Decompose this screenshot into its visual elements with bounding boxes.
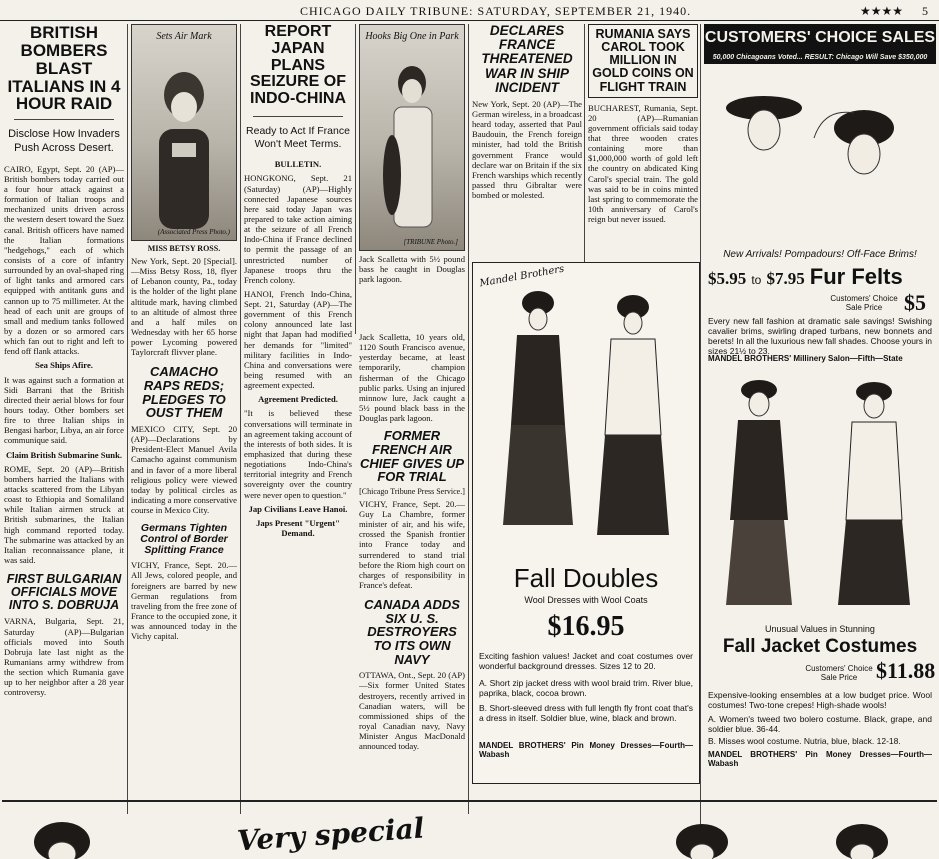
headline-camacho: CAMACHO RAPS REDS; PLEDGES TO OUST THEM	[142, 364, 226, 421]
paper-dateline: CHICAGO DAILY TRIBUNE: SATURDAY, SEPTEMBER 21, 1940.	[300, 4, 692, 18]
edition-stars: ★★★★	[860, 4, 904, 18]
photo-caption: MISS BETSY ROSS.	[147, 244, 221, 253]
article-body: VICHY, France, Sept. 20.—All Jews, colored people, and foreigners are barred by new German regulations from traveling from the free zone of France to the occupied zone, it was announced today in the Vichy capital.	[131, 560, 237, 642]
bottom-ad-illustration	[2, 802, 937, 859]
price-to: $7.95	[766, 269, 805, 288]
hat-models-illustration	[704, 68, 936, 248]
masthead	[0, 0, 939, 21]
byline: [Chicago Tribune Press Service.]	[359, 486, 465, 496]
photo-title: Sets Air Mark	[156, 31, 212, 42]
crosshead: Agreement Predicted.	[258, 394, 338, 405]
ad-item-b: B. Short-sleeved dress with full length fly front coat that's a dress in itself. Soldier blue, wine, black and brown.	[479, 703, 693, 724]
ad-body: Every new fall fashion at dramatic sale savings! Swishing cavalier brims, swirling draped turbans, new bonnets and berets! In all the luxurious new fall shades. Choose yours in sizes 21½ to 23.	[708, 316, 932, 357]
price-from: $5.95	[708, 269, 747, 288]
crosshead: BULLETIN.	[274, 159, 322, 170]
ad-banner-sub: 50,000 Chicagoans Voted... RESULT: Chicago Will Save $350,000	[704, 52, 936, 64]
ad-item-a: A. Women's tweed two bolero costume. Black, grape, and soldier blue. 36-44.	[708, 714, 932, 735]
ad-price-range	[708, 264, 903, 290]
product-name: Fur Felts	[809, 264, 903, 289]
jacket-costume-illustration	[704, 370, 936, 615]
article-body: New York, Sept. 20 [Special].—Miss Betsy Ross, 18, flyer of Lebanon county, Pa., today is the holder of the light plane altitude mark, having climbed to an altitude of almost three and a half miles on Wednesday with her 65 horse power Lycoming powered Taylorcraft flivver plane.	[131, 256, 237, 358]
column-sets-air-mark	[131, 24, 237, 814]
column-french-canada	[359, 332, 465, 802]
ad-item-a: A. Short zip jacket dress with wool braid trim. River blue, paprika, black, cocoa brown.	[479, 678, 693, 699]
aviator-silhouette	[132, 25, 236, 240]
photo-betsy-ross	[131, 24, 237, 241]
subhead-ready-to-act: Ready to Act If France Won't Meet Terms.	[246, 124, 350, 151]
article-body: ROME, Sept. 20 (AP)—British bombers harried the Italians with attacks scattered from the Libyan coast to Ethiopia and Somaliland while Italian airmen struck at British submarines, the Italian high command reported today. The submarine was attacked by an Italian reconnaissance plane, it was said.	[4, 463, 124, 565]
column-rule	[700, 24, 701, 844]
article-body: New York, Sept. 20 (AP)—The German wireless, in a broadcast heard today, asserted that Paul Baudouin, the French foreign minister, had told the British government France would declare war on Britain if the six French warships which recently passed thru Gibraltar were bombed or molested.	[472, 98, 582, 201]
ad-banner: CUSTOMERS' CHOICE SALES	[704, 24, 936, 52]
ad-fall-doubles	[472, 262, 700, 784]
price-to-label: to	[751, 273, 762, 287]
column-rule	[240, 24, 241, 814]
ad-footer-2: MANDEL BROTHERS' Pin Money Dresses—Fourth—Wabash	[708, 750, 932, 769]
article-body: HONGKONG, Sept. 21 (Saturday) (AP)—Highly connected Japanese sources here said today Japan was prepared to take action aiming at the seizure of all French Indo-China if France declined to permit the passage of an unrestricted number of Japanese troops thru the French colony.	[244, 173, 352, 285]
headline-bulgarian-officials: FIRST BULGARIAN OFFICIALS MOVE INTO S. DOBRUJA	[6, 572, 122, 613]
ad-customers-choice	[704, 24, 936, 824]
headline-air-chief: FORMER FRENCH AIR CHIEF GIVES UP FOR TRIAL	[359, 428, 465, 485]
article-body: OTTAWA, Ont., Sept. 20 (AP)—Six former United States destroyers, recently arrived in Canadian waters, will be commissioned ships of the royal Canadian navy, Navy Minister Angus MacDonald announced today.	[359, 670, 465, 752]
headline-germans-border: Germans Tighten Control of Border Splitting France	[140, 522, 228, 557]
headline-british-bombers: BRITISH BOMBERS BLAST ITALIANS IN 4 HOUR RAID	[7, 24, 121, 114]
ad-title: Fall Doubles	[513, 563, 659, 593]
headline-box	[588, 24, 698, 98]
sale-badge-2: Customers' Choice Sale Price	[805, 664, 873, 682]
values-label: Unusual Values in Stunning	[765, 624, 875, 634]
sale-badge-price: $5	[904, 290, 926, 315]
article-body: HANOI, French Indo-China, Sept. 21, Saturday (AP)—The government of this French colony announced late last night that Japan had modified her demands for "limited" military facilities in Indo-China and conversations were being resumed with an agreement expected.	[244, 288, 352, 391]
photo-fisherman	[359, 24, 465, 251]
subhead-invaders: Disclose How Invaders Push Across Desert.	[8, 128, 120, 154]
headline-canada-destroyers: CANADA ADDS SIX U. S. DESTROYERS TO ITS OWN NAVY	[364, 597, 460, 667]
boy-with-fish	[360, 25, 464, 250]
column-rumania-carol	[588, 24, 698, 279]
ad-footer: MANDEL BROTHERS' Millinery Salon—Fifth—State	[708, 354, 903, 363]
column-rule	[468, 24, 469, 814]
divider	[14, 119, 114, 120]
ad-body-2: Expensive-looking ensembles at a low budget price. Wool costumes! Two-tone crepes! High-shade wools!	[708, 690, 932, 711]
article-body: VARNA, Bulgaria, Sept. 21, Saturday (AP)—Bulgarian officials moved into South Dobruja late last night as the Rumanians army withdrew from the section which Rumania gave up to her neighbor after a 28 year controversy.	[4, 616, 124, 698]
ad-body: Exciting fashion values! Jacket and coat costumes over wonderful background dresses. Sizes 12 to 20.	[479, 651, 693, 672]
sale-badge: Customers' Choice Sale Price	[830, 294, 898, 312]
fashion-illustration	[473, 285, 699, 555]
column-japan-indochina	[244, 24, 352, 814]
headline-france-threatened: DECLARES FRANCE THREATENED WAR IN SHIP INCIDENT	[481, 24, 573, 95]
ad-footer: MANDEL BROTHERS' Pin Money Dresses—Fourth—Wabash	[479, 741, 693, 760]
ad-bottom-strip	[2, 800, 937, 859]
column-france-war	[472, 24, 582, 279]
bottom-ad-script: Very special	[236, 811, 426, 858]
article-body: Jack Scalletta, 10 years old, 1120 South Francisco avenue, yesterday became, at least temporarily, champion fisherman of the Chicago public parks. Using an injured minnow lure, Jack caught a 5½ pound black bass in the Douglas park lagoon.	[359, 332, 465, 424]
article-body: BUCHAREST, Rumania, Sept. 20 (AP)—Rumanian government officials said today that three wooden crates containing more than $1,000,000 worth of gold left the country on abdicated King Carol's special train. The gold was said to be in coins minted last spring to commemorate the 10th anniversary of Carol's reign but never issued.	[588, 102, 698, 225]
page-number: 5	[922, 4, 928, 18]
article-body: CAIRO, Egypt, Sept. 20 (AP)—British bombers today carried out a four hour attack against a formation of Italian troops and mechanized units driven across the western desert toward the Suez canal. British officers have named the Italian formations "hedgehogs," each of which consists of a core of infantry surrounded by an oval-shaped ring of light tanks and armored cars equipped with antitank guns and cannon up to 75 millimeter. At the head of each unit are groups of small and medium tanks followed by a dozen or so armored cars which fan out to right and left to fend off flank attacks.	[4, 163, 124, 357]
crosshead: Claim British Submarine Sunk.	[5, 449, 123, 460]
column-british-bombers	[4, 24, 124, 814]
article-body: VICHY, France, Sept. 20.—Guy La Chambre, former minister of air, and his wife, crossed the Spanish frontier into France today and surrendered to stand trial before the Riom high court on charges of responsibility in France's defeat.	[359, 498, 465, 590]
ad-price: $16.95	[547, 611, 625, 642]
crosshead: Jap Civilians Leave Hanoi.	[248, 503, 348, 514]
ad-subtitle: Wool Dresses with Wool Coats	[524, 595, 648, 605]
photo-caption: Jack Scalletta with 5½ pound bass he caught in Douglas park lagoon.	[359, 254, 465, 285]
article-body: MEXICO CITY, Sept. 20 (AP)—Declarations by President-Elect Manuel Avila Camacho against communism and in favor of a more liberal religious policy were viewed today by political circles as indicating a more conservative course in Mexico City.	[131, 423, 237, 516]
article-body: "It is believed these conversations will terminate in an agreement taking account of the interests of both sides. It is emphasized that during these negotiations Indo-China's territorial integrity and French sovereignty over the country were never open to question."	[244, 408, 352, 500]
ad-item-b: B. Misses wool costume. Nutria, blue, black. 12-18.	[708, 736, 901, 746]
divider	[253, 116, 343, 117]
sale-badge-2-price: $11.88	[876, 658, 936, 683]
column-rule	[355, 24, 356, 334]
headline-rumania: RUMANIA SAYS CAROL TOOK MILLION IN GOLD COINS ON FLIGHT TRAIN	[592, 27, 694, 94]
crosshead: Sea Ships Afire.	[35, 360, 93, 371]
ad-script-logo: Mandel Brothers	[478, 263, 566, 290]
photo-credit: [TRIBUNE Photo.]	[403, 238, 458, 246]
photo-credit: (Associated Press Photo.)	[157, 228, 230, 236]
crosshead: Japs Present "Urgent" Demand.	[256, 517, 340, 539]
column-fisherman	[359, 24, 465, 334]
headline-japan-seizure: REPORT JAPAN PLANS SEIZURE OF INDO-CHINA	[249, 24, 346, 108]
column-rule	[127, 24, 128, 814]
article-body: It was against such a formation at Sidi Barrani that the British directed their aerial blows for four hours today. Other bombers set fire to three Italian ships in Bengasi harbor, Libya, an air force communique said.	[4, 374, 124, 446]
ad-intro: New Arrivals! Pompadours! Off-Face Brims!	[723, 249, 917, 260]
photo-title: Hooks Big One in Park	[365, 31, 459, 42]
product-name-2: Fall Jacket Costumes	[722, 636, 918, 657]
